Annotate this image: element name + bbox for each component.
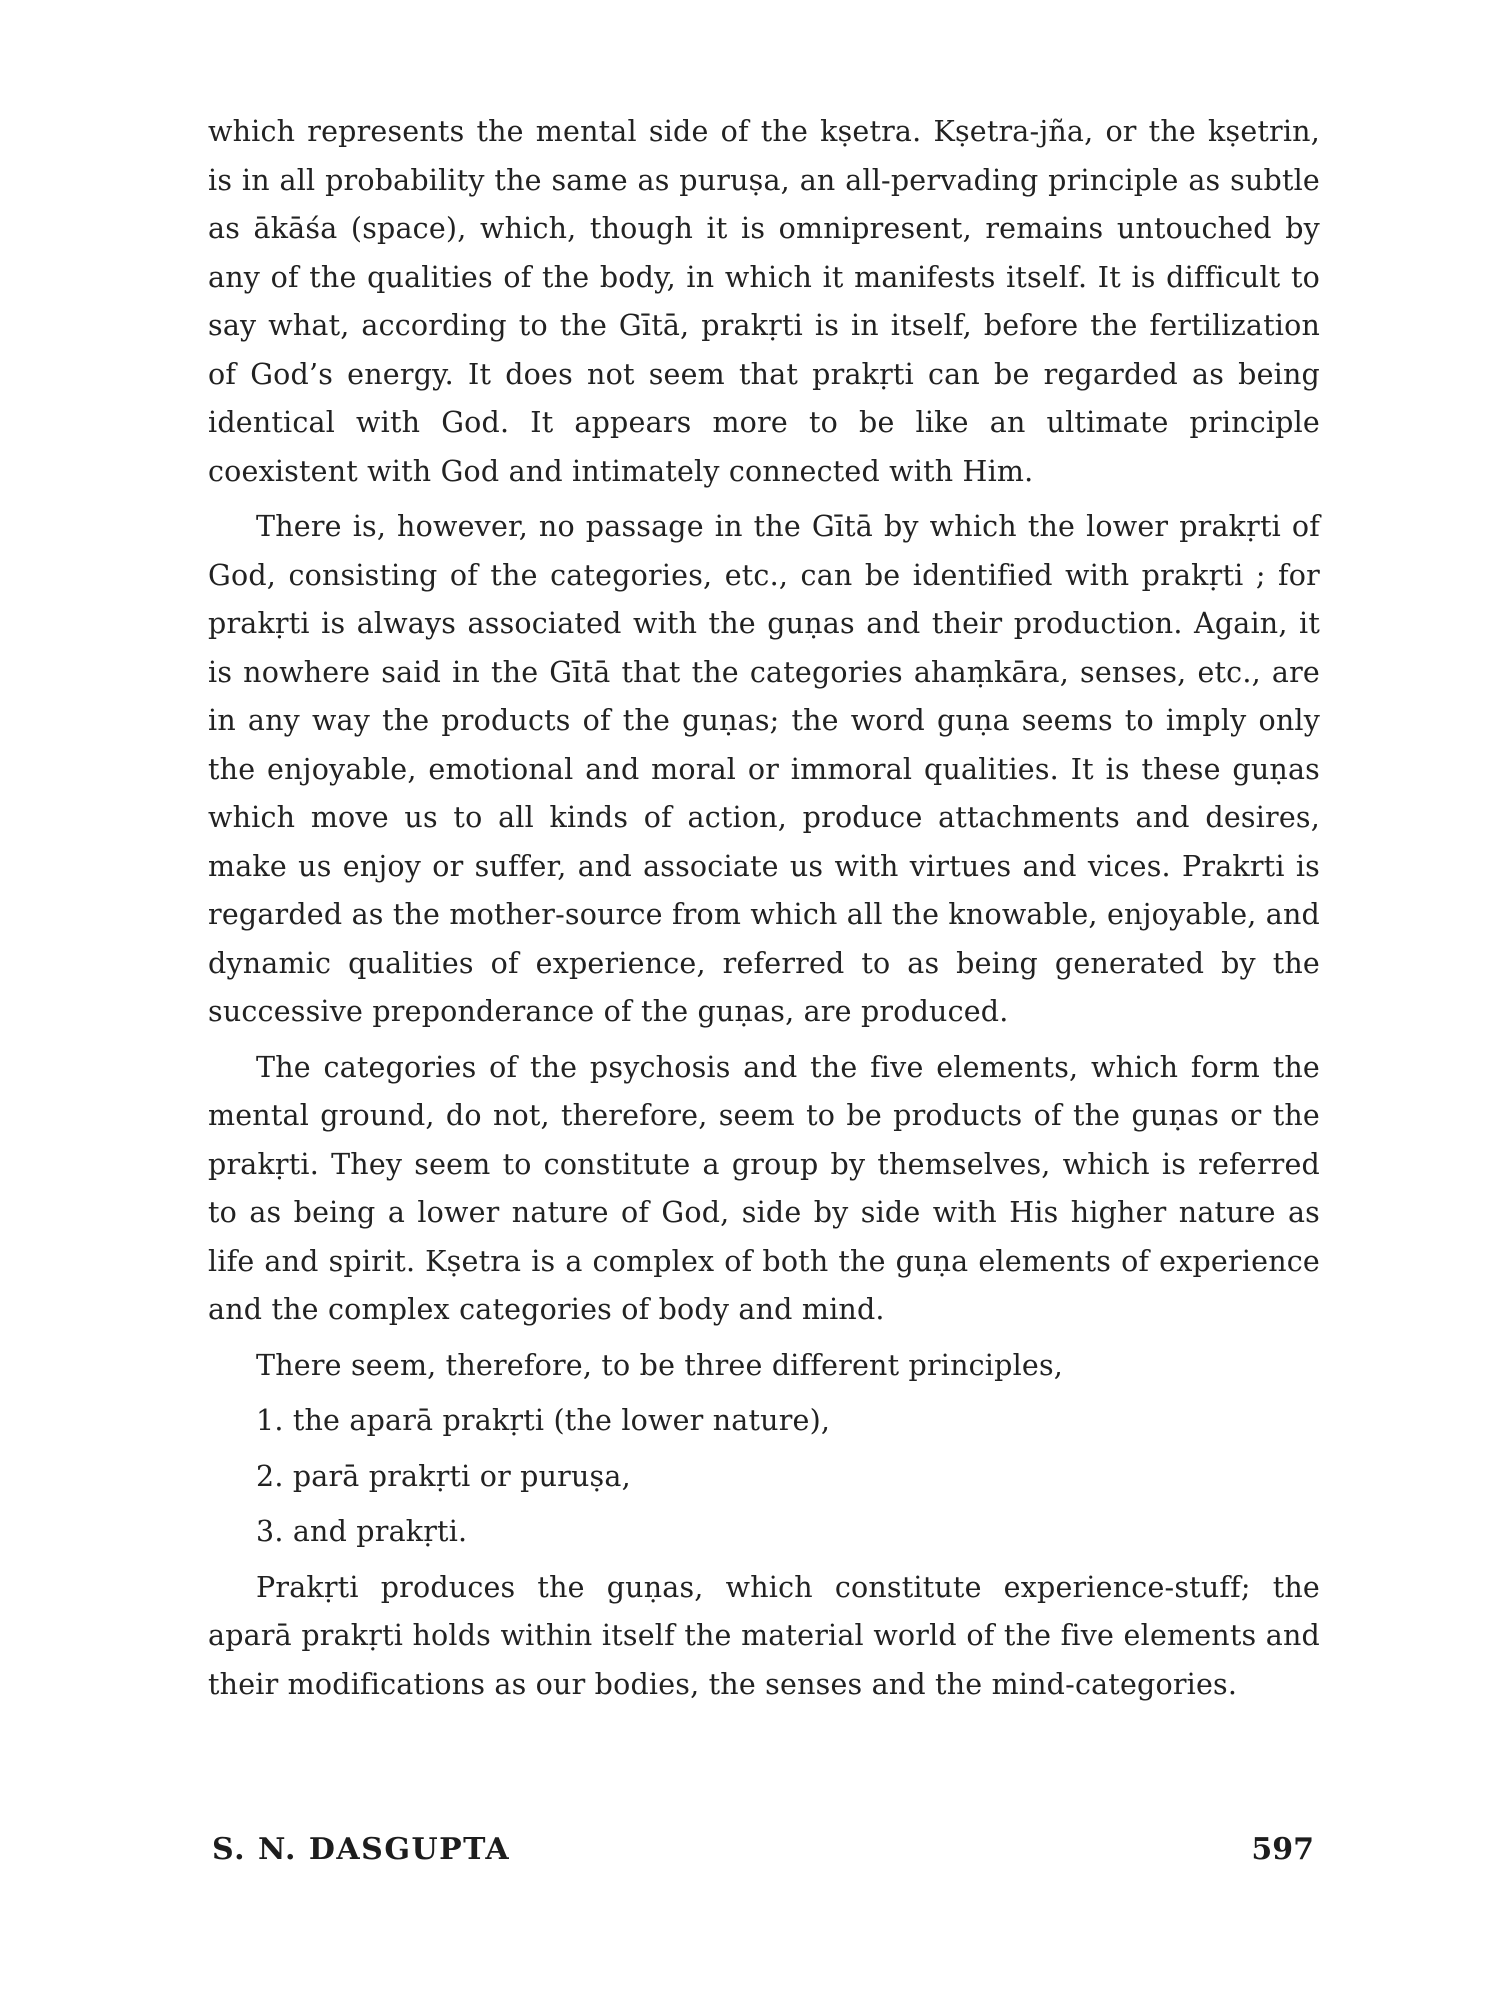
page-number: 597 — [1251, 1832, 1314, 1867]
paragraph-categories: The categories of the psychosis and the five elements, which form the mental ground, do not, therefore, seem to be products of the guṇas or the prakṛti. They seem to constitute a group by themselves, which is referred to as being a lower nature of God, side by side with His higher nature as life and spirit. Kṣetra is a complex of both the guṇa elements of experience and the complex categories of body and mind. — [208, 1050, 1320, 1326]
footer-author: S. N. DASGUPTA — [212, 1832, 511, 1867]
paragraph-closing: Prakṛti produces the guṇas, which constitute experience-stuff; the aparā prakṛti holds within itself the material world of the five elements and their modifications as our bodies, the senses and the mind-categories. — [208, 1570, 1320, 1701]
list-item: 1. the aparā prakṛti (the lower nature), — [256, 1404, 831, 1437]
page-body-text — [208, 108, 1320, 1716]
paragraph-continuation: which represents the mental side of the kṣetra. Kṣetra-jña, or the kṣetrin, is in all probability the same as puruṣa, an all-pervading principle as subtle as ākāśa (space), which, though it is omnipresent, remains untouched by any of the qualities of the body, in which it manifests itself. It is difficult to say what, according to the Gītā, prakṛti is in itself, before the fertilization of God’s energy. It does not seem that prakṛti can be regarded as being identical with God. It appears more to be like an ultimate principle coexistent with God and intimately connected with Him. — [208, 115, 1320, 488]
page-footer — [212, 1832, 1314, 1872]
list-item: 3. and prakṛti. — [256, 1515, 468, 1548]
paragraph-lower-prakrti: There is, however, no passage in the Gītā by which the lower prakṛti of God, consisting of the categories, etc., can be identified with prakṛti ; for prakṛti is always associated with the guṇas and their production. Again, it is nowhere said in the Gītā that the categories ahaṃkāra, senses, etc., are in any way the products of the guṇas; the word guṇa seems to imply only the enjoyable, emotional and moral or immoral qualities. It is these guṇas which move us to all kinds of action, produce attachments and desires, make us enjoy or suffer, and associate us with virtues and vices. Prakrti is regarded as the mother-source from which all the knowable, enjoyable, and dynamic qualities of experience, referred to as being generated by the successive preponderance of the guṇas, are produced. — [208, 510, 1320, 1028]
principles-list — [208, 1397, 1320, 1557]
list-item: 2. parā prakṛti or puruṣa, — [256, 1459, 631, 1493]
paragraph-three-principles: There seem, therefore, to be three different principles, — [256, 1348, 1064, 1382]
